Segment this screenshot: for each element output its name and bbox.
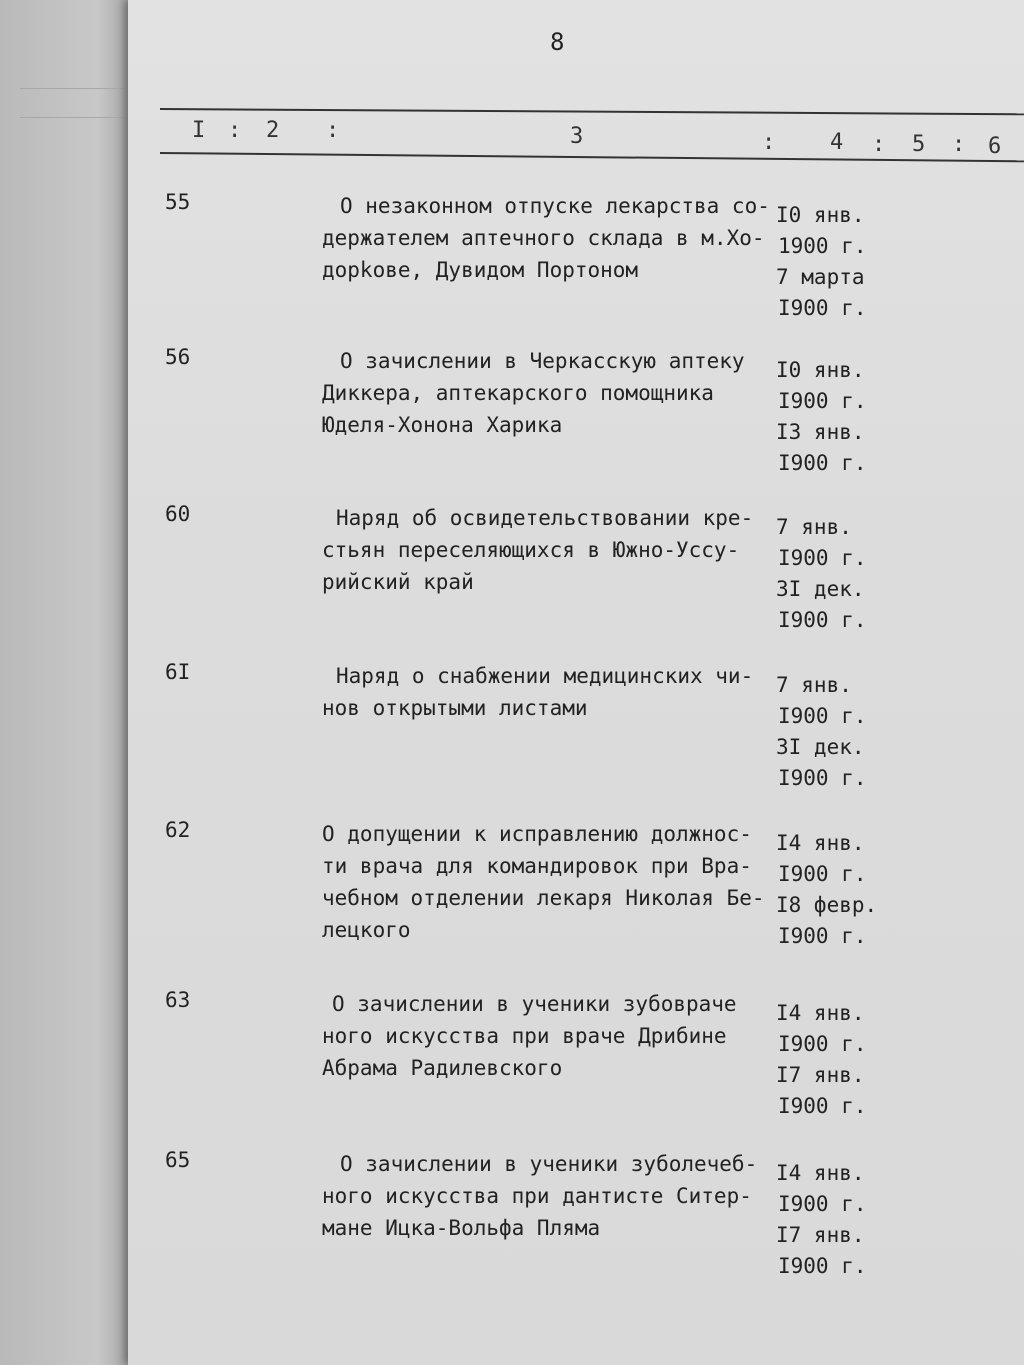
entry-date-line: I900 г.	[778, 389, 867, 413]
entry-title-line: Абрама Радилевского	[322, 1056, 563, 1080]
entry-title-line: лецкого	[322, 918, 411, 942]
entry-title-line: ного искусства при враче Дрибине	[322, 1024, 727, 1048]
entry-title	[322, 190, 770, 286]
entry-date-line: I900 г.	[778, 766, 867, 790]
entry-dates	[772, 998, 867, 1122]
entry-date-line: I900 г.	[778, 1094, 867, 1118]
entry-number: 65	[165, 1148, 191, 1172]
entry-number: 55	[165, 190, 191, 214]
entry-dates	[772, 512, 867, 636]
col-header-1: I	[192, 118, 206, 143]
entry-title-line: Наряд о снабжении медицинских чи-	[336, 664, 754, 688]
entry-title-line: О незаконном отпуске лекарства со-	[340, 194, 770, 218]
entry-date-line: I0 янв.	[776, 358, 865, 382]
col-header-sep: :	[762, 130, 776, 155]
entry-date-line: I900 г.	[778, 1254, 867, 1278]
entry-date-line: 7 марта	[776, 265, 865, 289]
adjacent-page-header-bleed	[20, 88, 130, 118]
entry-date-line: I900 г.	[778, 296, 867, 320]
col-header-sep: :	[228, 118, 242, 143]
entry-title-line: Диккера, аптекарского помощника	[322, 381, 714, 405]
entry-date-line: I4 янв.	[776, 1161, 865, 1185]
entry-title-line: Наряд об освидетельствовании кре-	[336, 506, 754, 530]
entry-title-line: чебном отделении лекаря Николая Бе-	[322, 886, 765, 910]
entry-date-line: I900 г.	[778, 451, 867, 475]
entry-date-line: I3 янв.	[776, 420, 865, 444]
entry-title	[322, 345, 745, 441]
entry-date-line: I900 г.	[778, 1192, 867, 1216]
adjacent-page-edge	[0, 0, 140, 1365]
entry-title-line: ти врача для командировок при Вра-	[322, 854, 752, 878]
entry-dates	[772, 200, 867, 324]
entry-title-line: Юделя-Хонона Харика	[322, 413, 563, 437]
entry-number: 63	[165, 988, 191, 1012]
col-header-5: 5	[912, 132, 926, 157]
entry-title	[322, 1148, 757, 1244]
entry-title-line: дорkове, Дувидом Портоном	[322, 258, 639, 282]
entry-title-line: нов открытыми листами	[322, 696, 588, 720]
entry-date-line: I0 янв.	[776, 203, 865, 227]
entry-title-line: стьян переселяющихся в Южно-Уссу-	[322, 538, 740, 562]
entry-title-line: рийский край	[322, 570, 474, 594]
entry-title	[322, 818, 765, 946]
entry-number: 56	[165, 345, 191, 369]
entry-date-line: 3I дек.	[776, 577, 865, 601]
entry-title-line: ного искусства при дантисте Ситер-	[322, 1184, 752, 1208]
entry-date-line: I900 г.	[778, 546, 867, 570]
entry-title-line: держателем аптечного склада в м.Хо-	[322, 226, 765, 250]
col-header-6: 6	[988, 134, 1002, 159]
entry-dates	[772, 355, 867, 479]
entry-date-line: I4 янв.	[776, 831, 865, 855]
entry-dates	[772, 670, 867, 794]
entry-date-line: I900 г.	[778, 608, 867, 632]
entry-date-line: 3I дек.	[776, 735, 865, 759]
page-number: 8	[550, 28, 565, 56]
entry-date-line: I8 февр.	[776, 893, 878, 917]
entry-date-line: 1900 г.	[778, 234, 867, 258]
col-header-sep: :	[326, 118, 340, 143]
entry-dates	[772, 1158, 867, 1282]
entry-title-line: О зачислении в Черкасскую аптеку	[340, 349, 745, 373]
entry-date-line: I900 г.	[778, 924, 867, 948]
entry-title-line: О допущении к исправлению должнос-	[322, 822, 752, 846]
entry-title-line: О зачислении в ученики зуболечеб-	[340, 1152, 758, 1176]
col-header-sep: :	[872, 132, 886, 157]
entry-number: 60	[165, 502, 191, 526]
col-header-3: 3	[570, 124, 584, 149]
entry-number: 62	[165, 818, 191, 842]
entry-date-line: I900 г.	[778, 862, 867, 886]
col-header-4: 4	[830, 130, 844, 155]
entry-number: 6I	[165, 660, 191, 684]
entry-title	[322, 660, 753, 724]
entry-date-line: 7 янв.	[776, 673, 852, 697]
entry-title	[322, 988, 737, 1084]
entry-title	[322, 502, 753, 598]
col-header-2: 2	[266, 118, 280, 143]
entry-date-line: I900 г.	[778, 1032, 867, 1056]
entry-title-line: О зачислении в ученики зубовраче	[332, 992, 737, 1016]
entry-date-line: I4 янв.	[776, 1001, 865, 1025]
entry-dates	[772, 828, 877, 952]
entry-date-line: I7 янв.	[776, 1223, 865, 1247]
entry-date-line: I7 янв.	[776, 1063, 865, 1087]
entry-date-line: 7 янв.	[776, 515, 852, 539]
entry-title-line: мане Ицка-Вольфа Пляма	[322, 1216, 601, 1240]
col-header-sep: :	[952, 132, 966, 157]
entry-date-line: I900 г.	[778, 704, 867, 728]
